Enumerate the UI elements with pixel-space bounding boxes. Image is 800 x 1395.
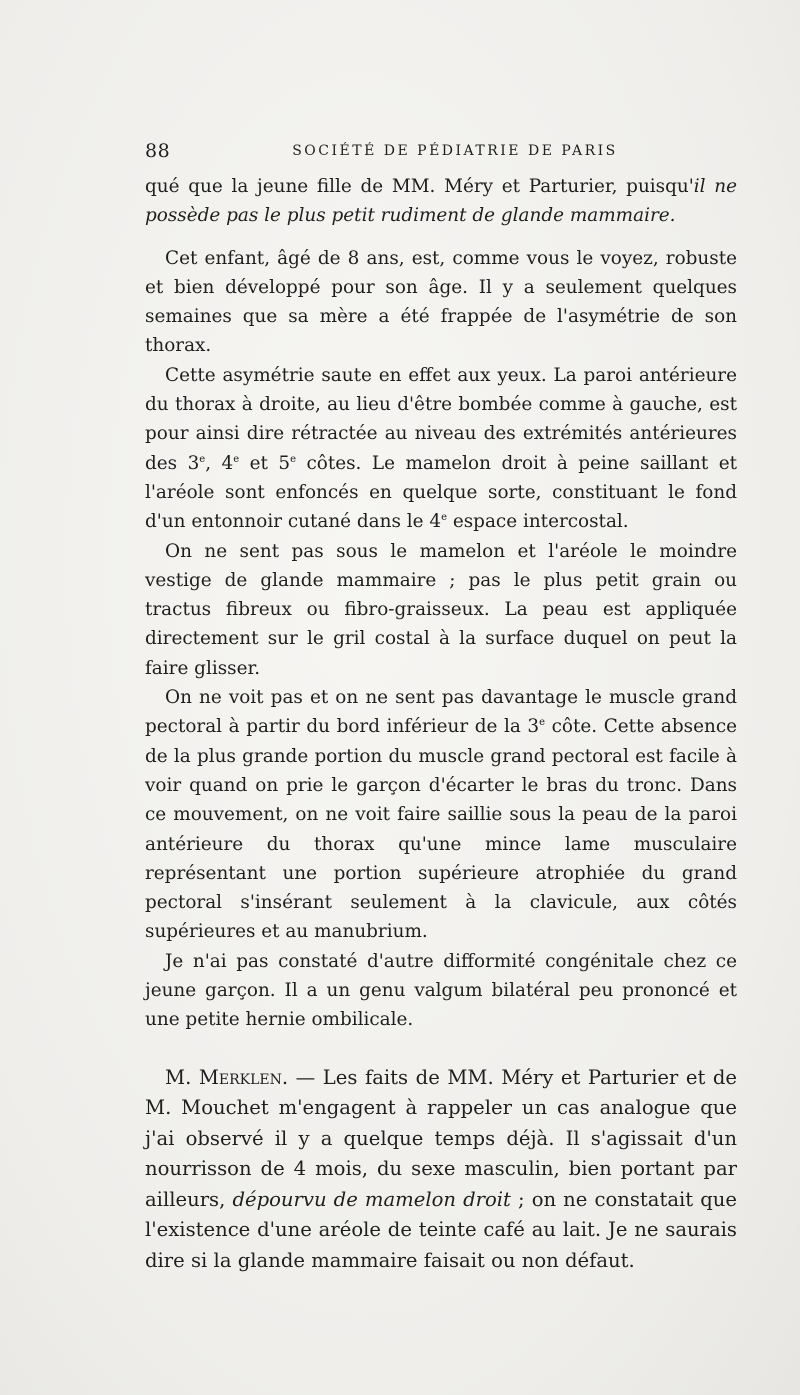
speaker-name: M. Merklen. — [165, 1065, 289, 1089]
paragraph-text: On ne voit pas et on ne sent pas davantage le muscle grand pectoral à partir du bord inférieur de la 3 — [145, 687, 737, 738]
superscript: e — [441, 512, 448, 524]
running-head: SOCIÉTÉ DE PÉDIATRIE DE PARIS — [292, 143, 618, 159]
superscript: e — [290, 453, 296, 465]
paragraph: Cet enfant, âgé de 8 ans, est, comme vous le voyez, robuste et bien développé pour son âge. Il y a seulement quelques semaines que sa mère a été frappée de l'asymétrie de son thorax. — [145, 247, 737, 357]
paragraph: On ne sent pas sous le mamelon et l'aréole le moindre vestige de glande mammaire ; pas le plus petit grain ou tractus fibreux ou fibro-graisseux. La peau est appliquée directement sur le gril costal à la surface duquel on peut la faire glisser. — [145, 540, 737, 679]
superscript: e — [233, 453, 240, 465]
paragraph-text: et 5 — [239, 452, 291, 474]
paragraph-text: espace intercostal. — [447, 511, 629, 533]
paragraph-text: , 4 — [205, 452, 234, 474]
paragraph-text: côte. Cette absence de la plus grande portion du muscle grand pectoral est facile à voir quand on prie le garçon d'écarter le bras du tronc. Dans ce mouvement, on ne voit faire saillie sous la peau de la paroi antérieure du thorax qu'une mince lame musculaire représentant une portion supérieure atrophiée du grand pectoral s'insérant seulement à la clavicule, aux côtés supérieures et au manubrium. — [145, 716, 737, 943]
page-number: 88 — [145, 140, 171, 162]
superscript: e — [199, 453, 206, 465]
superscript: e — [539, 717, 546, 729]
paragraph — [145, 361, 737, 537]
paragraph-text: côtes. Le mamelon droit à peine saillant et l'aréole sont enfoncés en quelque sorte, constituant le fond d'un entonnoir cutané dans le 4 — [145, 452, 737, 533]
paragraph-text: Cette asymétrie saute en effet aux yeux. La paroi antérieure du thorax à droite, au lieu d'être bombée comme à gauche, est pour ainsi dire rétractée au niveau des extrémités antérieures des 3 — [145, 364, 737, 474]
paragraph-text: qué que la jeune fille de MM. Méry et Parturier, puisqu' — [145, 176, 694, 197]
paragraph-speaker — [145, 1063, 737, 1277]
body-text — [145, 172, 737, 1276]
italic-text: il ne possède pas le plus petit rudiment de glande mammaire. — [145, 176, 737, 227]
paragraph-continuation — [145, 172, 737, 231]
italic-text: dépourvu de mamelon droit — [232, 1187, 511, 1211]
paragraph: Je n'ai pas constaté d'autre difformité congénitale chez ce jeune garçon. Il a un genu valgum bilatéral peu prononcé et une petite hernie ombilicale. — [145, 950, 737, 1031]
page-header — [145, 140, 725, 170]
paragraph-text: — Les faits de MM. Méry et Parturier et de M. Mouchet m'engagent à rappeler un cas analogue que j'ai observé il y a quelque temps déjà. Il s'agissait d'un nourrisson de 4 mois, du sexe masculin, bien portant par ailleurs, — [145, 1065, 737, 1211]
paragraph-text: ; on ne constatait que l'existence d'une aréole de teinte café au lait. Je ne saurais dire si la glande mammaire faisait ou non défaut. — [145, 1187, 738, 1272]
paragraph — [145, 683, 737, 947]
